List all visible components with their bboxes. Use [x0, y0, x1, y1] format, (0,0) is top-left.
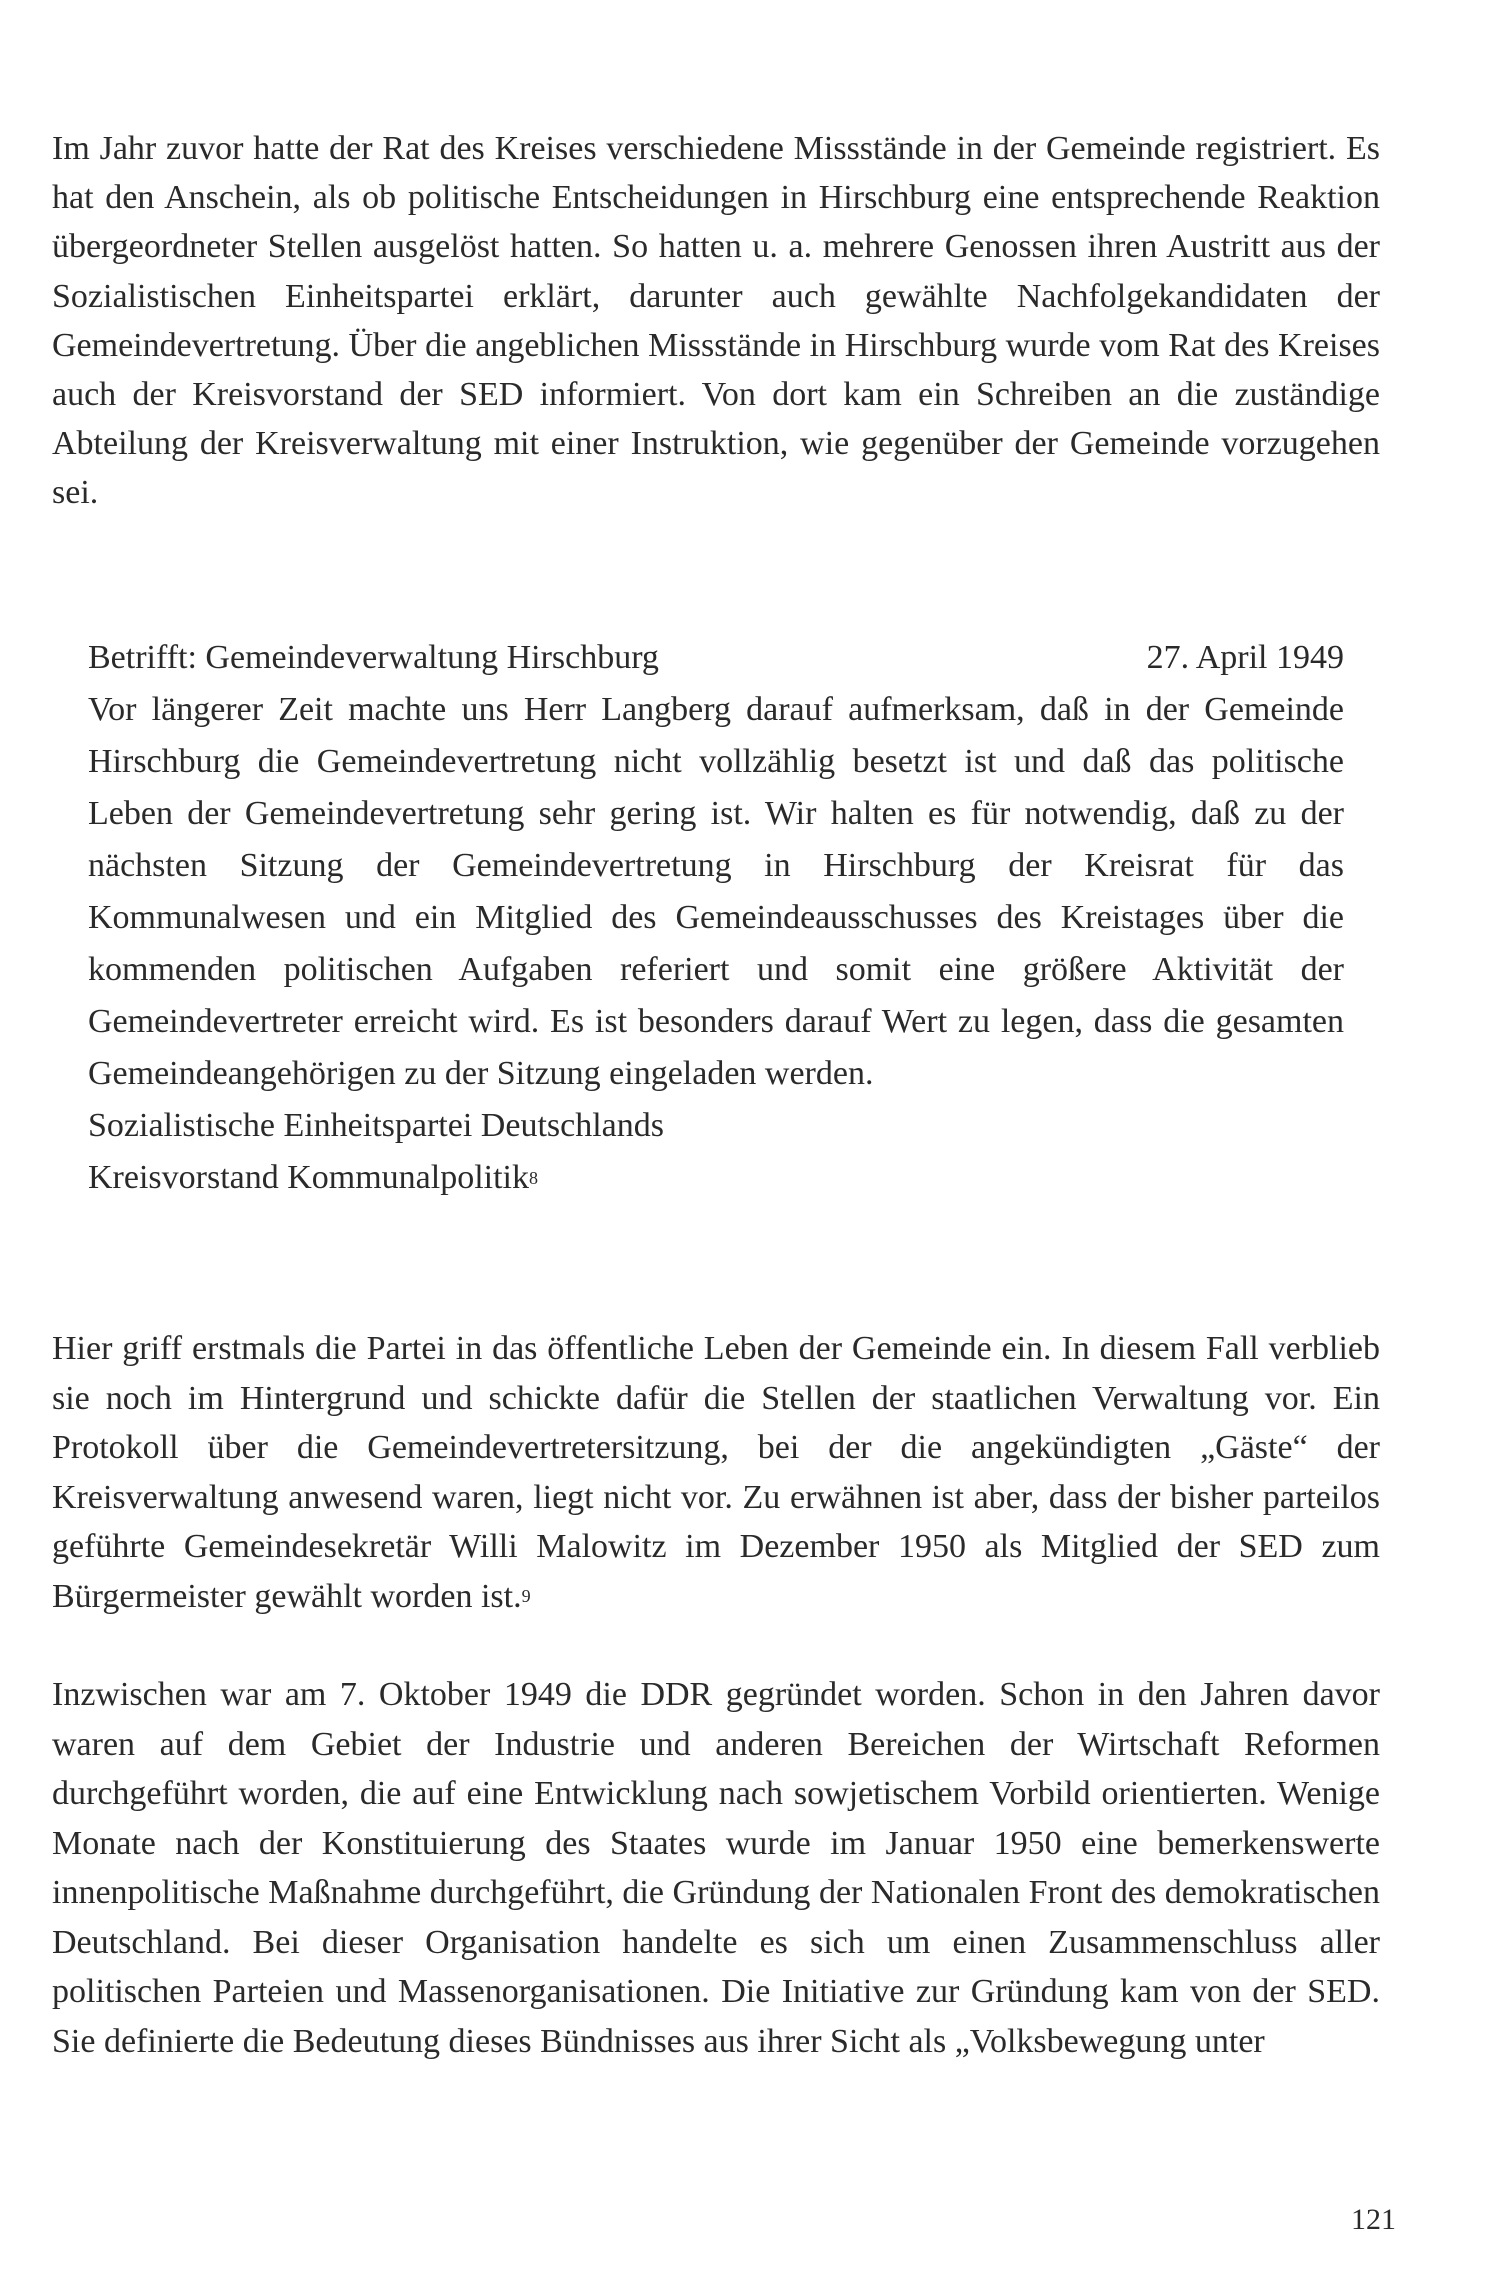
page-number: 121: [1351, 2203, 1396, 2236]
footnote-ref-8: 8: [529, 1168, 539, 1188]
letter-date: 27. April 1949: [1146, 639, 1344, 676]
letter-body: Vor längerer Zeit machte uns Herr Langberg darauf aufmerksam, daß in der Gemeinde Hirschburg die Gemeindevertretung nicht vollzählig besetzt ist und daß das politische Leben der Gemeindevertretung sehr gering ist. Wir halten es für notwendig, daß zu der nächsten Sitzung der Gemeindevertretung in Hirschburg der Kreisrat für das Kommunalwesen und ein Mitglied des Gemeindeausschusses des Kreistages über die kommenden politischen Aufgaben referiert und somit eine größere Aktivität der Gemeindevertreter erreicht wird. Es ist besonders darauf Wert zu legen, dass die gesamten Gemeindeangehörigen zu der Sitzung eingeladen werden.: [88, 691, 1344, 1092]
body-paragraph-2: [52, 1324, 1380, 1621]
body-paragraph-2-text: Hier griff erstmals die Partei in das öffentliche Leben der Gemeinde ein. In diesem Fall verblieb sie noch im Hintergrund und schickte dafür die Stellen der staatlichen Verwaltung vor. Ein Protokoll über die Gemeindevertretersitzung, bei der die angekündigten „Gäste“ der Kreisverwaltung anwesend waren, liegt nicht vor. Zu erwähnen ist aber, dass der bisher parteilos geführte Gemeindesekretär Willi Malowitz im Dezember 1950 als Mitglied der SED zum Bürgermeister gewählt worden ist.: [52, 1330, 1380, 1615]
letter-subject: Betrifft: Gemeindeverwaltung Hirschburg: [88, 639, 659, 676]
letter-signature-party: Sozialistische Einheitspartei Deutschlands: [88, 1107, 664, 1144]
letter-header: [88, 632, 1344, 684]
quoted-letter: [88, 632, 1344, 1204]
body-paragraph-1: Im Jahr zuvor hatte der Rat des Kreises verschiedene Missstände in der Gemeinde registriert. Es hat den Anschein, als ob politische Entscheidungen in Hirschburg eine entsprechende Reaktion übergeordneter Stellen ausgelöst hatten. So hatten u. a. mehrere Genossen ihren Austritt aus der Sozialistischen Einheitspartei erklärt, darunter auch gewählte Nachfolgekandidaten der Gemeindevertretung. Über die angeblichen Missstände in Hirschburg wurde vom Rat des Kreises auch der Kreisvorstand der SED informiert. Von dort kam ein Schreiben an die zuständige Abteilung der Kreisverwaltung mit einer Instruktion, wie gegenüber der Gemeinde vorzugehen sei.: [52, 130, 1380, 512]
letter-signature-department: [88, 1152, 1344, 1204]
body-paragraph-3: Inzwischen war am 7. Oktober 1949 die DDR gegründet worden. Schon in den Jahren davor waren auf dem Gebiet der Industrie und anderen Bereichen der Wirtschaft Reformen durchgeführt worden, die auf eine Entwicklung nach sowjetischem Vorbild orientierten. Wenige Monate nach der Konstituierung des Staates wurde im Januar 1950 eine bemerkenswerte innenpolitische Maßnahme durchgeführt, die Gründung der Nationalen Front des demokratischen Deutschland. Bei dieser Organisation handelte es sich um einen Zusammenschluss aller politischen Parteien und Massenorganisationen. Die Initiative zur Gründung kam von der SED. Sie definierte die Bedeutung dieses Bündnisses aus ihrer Sicht als „Volksbewegung unter: [52, 1676, 1380, 2060]
letter-signature-department-text: Kreisvorstand Kommunalpolitik: [88, 1159, 530, 1196]
footnote-ref-9: 9: [521, 1585, 531, 1606]
